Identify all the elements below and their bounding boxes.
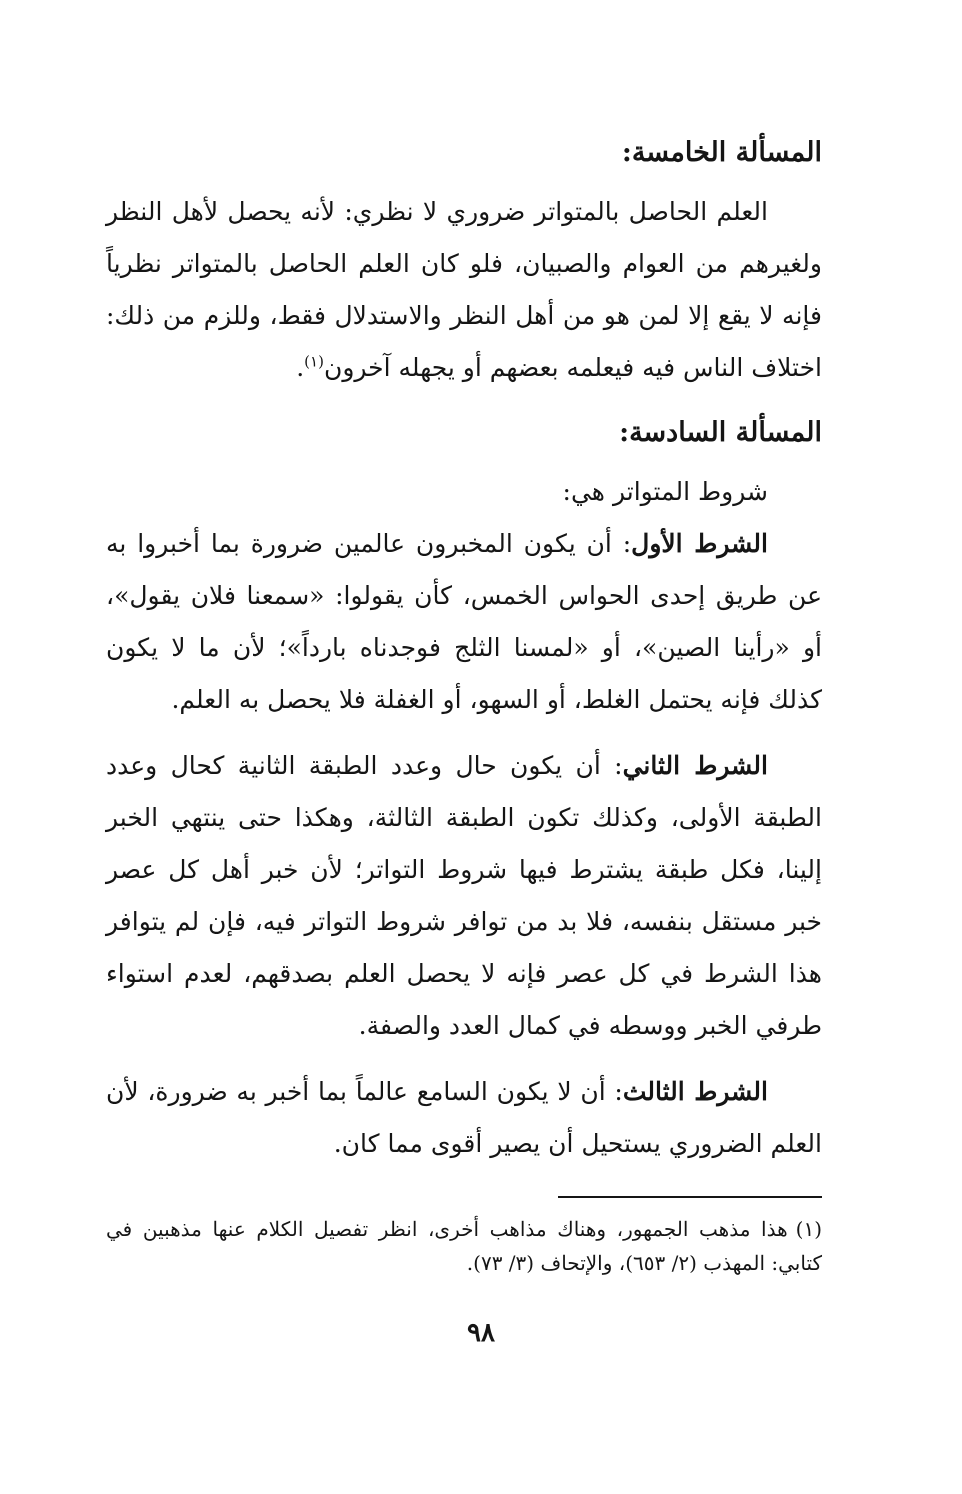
footnote-number: (١) <box>795 1217 822 1241</box>
section-5-end: . <box>296 353 305 382</box>
conditions-intro: شروط المتواتر هي: <box>562 477 768 506</box>
page-number: ٩٨ <box>467 1318 495 1348</box>
section-5-text: العلم الحاصل بالمتواتر ضروري لا نظري: لأنه يحصل لأهل النظر ولغيرهم من العوام والصبيان، فلو كان العلم الحاصل بالمتواتر نظرياً فإنه لا يقع إلا لمن هو من أهل النظر والاستدلال فقط، وللزم من ذلك: اختلاف الناس فيه فيعلمه بعضهم أو يجهله آخرون <box>106 197 822 382</box>
section-5-paragraph <box>106 186 822 394</box>
condition-2-paragraph <box>106 740 822 1052</box>
condition-1-label: الشرط الأول <box>631 529 768 558</box>
condition-1-text: : أن يكون المخبرون عالمين ضرورة بما أخبروا به عن طريق إحدى الحواس الخمس، كأن يقولوا: «سمعنا فلان يقول»، أو «رأينا الصين»، أو «لمسنا الثلج فوجدناه بارداً»؛ لأن ما لا يكون كذلك فإنه يحتمل الغلط، أو السهو، أو الغفلة فلا يحصل به العلم. <box>106 529 822 714</box>
condition-2-text: : أن يكون حال وعدد الطبقة الثانية كحال وعدد الطبقة الأولى، وكذلك تكون الطبقة الثالثة، وهكذا حتى ينتهي الخبر إلينا، فكل طبقة يشترط فيها شروط التواتر؛ لأن خبر أهل كل عصر خبر مستقل بنفسه، فلا بد من توافر شروط التواتر فيه، فإن لم يتوافر هذا الشرط في كل عصر فإنه لا يحصل العلم بصدقهم، لعدم استواء طرفي الخبر ووسطه في كمال العدد والصفة. <box>106 751 822 1040</box>
section-6-heading: المسألة السادسة: <box>619 417 822 448</box>
section-5-heading: المسألة الخامسة: <box>621 137 822 168</box>
footnote-separator <box>558 1196 822 1198</box>
footnote-text: هذا مذهب الجمهور، وهناك مذاهب أخرى، انظر تفصيل الكلام عنها مذهبين في كتابي: المهذب (٢/ ٦٥٣)، والإتحاف (٣/ ٧٣). <box>106 1217 822 1275</box>
condition-3-paragraph <box>106 1066 822 1170</box>
footnote-ref[interactable]: (١) <box>304 352 324 371</box>
condition-3-text: : أن لا يكون السامع عالماً بما أخبر به ضرورة، لأن العلم الضروري يستحيل أن يصير أقوى مما كان. <box>106 1077 822 1158</box>
condition-2-label: الشرط الثاني <box>622 751 768 780</box>
condition-1-paragraph <box>106 518 822 726</box>
footnotes <box>106 1212 822 1280</box>
condition-3-label: الشرط الثالث <box>622 1077 768 1106</box>
main-text <box>106 128 822 1170</box>
